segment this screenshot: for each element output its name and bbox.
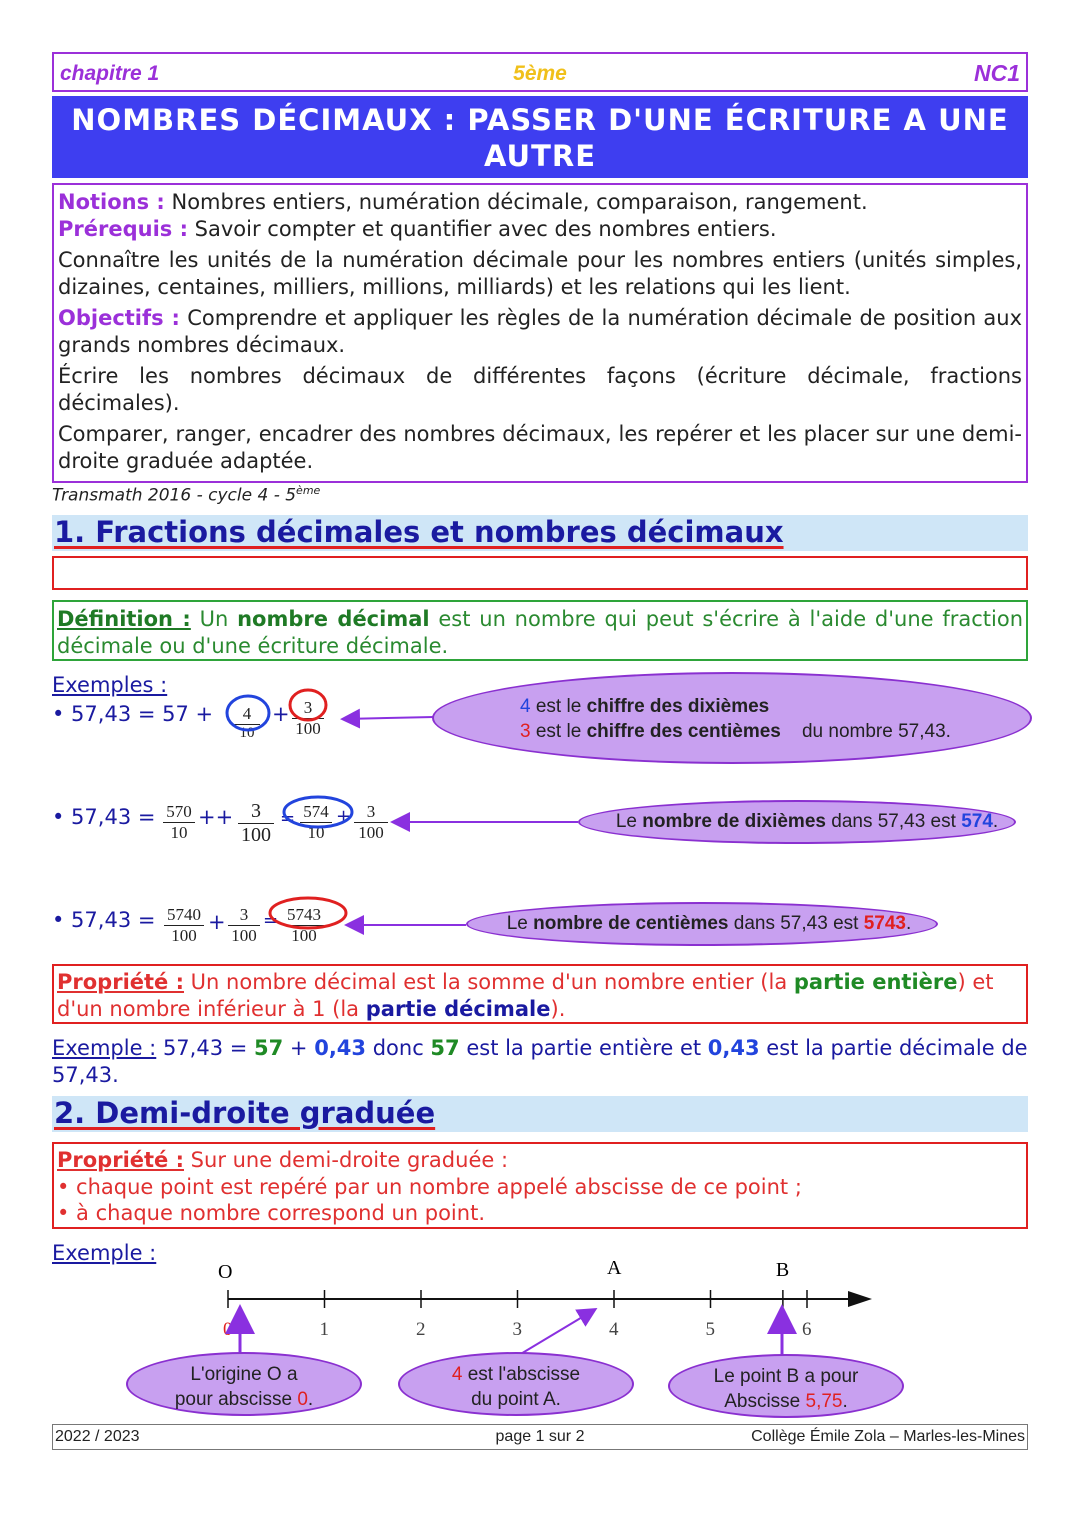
arrow-a	[514, 1310, 594, 1358]
prereq-text: Savoir compter et quantifier avec des nombres entiers.	[187, 216, 777, 241]
example-3-frac-1: $\frac{5740}{100}$	[164, 905, 204, 946]
property-1-box: Propriété : Un nombre décimal est la somme d'un nombre entier (la partie entière) et d'un nombre inférieur à 1 (la partie décimale).	[52, 964, 1028, 1024]
centiemes-bubble: Le nombre de centièmes dans 57,43 est 5743.	[466, 902, 938, 946]
property-1-label: Propriété :	[57, 970, 184, 994]
source-reference: Transmath 2016 - cycle 4 - 5ème	[52, 484, 321, 506]
origin-bubble: L'origine O a pour abscisse 0.	[126, 1352, 362, 1416]
point-b-label: B	[775, 1259, 790, 1281]
footer-page: page 1 sur 2	[495, 1428, 585, 1445]
definition-term: nombre décimal	[237, 607, 430, 631]
point-a-bubble: 4 est l'abscisse du point A.	[398, 1352, 634, 1416]
level-label: 5ème	[513, 62, 567, 85]
example-3-lhs: • 57,43 =	[52, 908, 156, 932]
example-sentence: Exemple : 57,43 = 57 + 0,43 donc 57 est la partie entière et 0,43 est la partie décimale de 57,43.	[52, 1036, 1028, 1087]
prereq-text-2: Connaître les unités de la numération décimale pour les nombres entiers (unités simples, dizaines, centaines, milliers, millions, milliards) et les relations qui les lient.	[58, 248, 1022, 299]
point-b-bubble: Le point B a pour Abscisse 5,75.	[668, 1354, 904, 1418]
example-2-frac-3: $\frac{574}{10}$	[300, 802, 332, 843]
arrow-1	[344, 717, 434, 719]
examples-label: Exemples :	[52, 673, 168, 697]
digits-bubble: 4 est le chiffre des dixièmes 3 est le chiffre des centièmes du nombre 57,43.	[432, 672, 1032, 764]
example-2-frac-2: $\frac{3}{100}$	[238, 800, 274, 847]
point-a-label: A	[607, 1257, 622, 1279]
axis-tick-label: 5	[705, 1319, 715, 1340]
code-label: NC1	[973, 60, 1020, 86]
property-2-box: Propriété : Sur une demi-droite graduée : • chaque point est repéré par un nombre appelé abscisse de ce point ; • à chaque nombre correspond un point.	[52, 1142, 1028, 1229]
chapter-label: chapitre 1	[60, 62, 160, 85]
example-3-eq: =	[263, 910, 279, 931]
definition-box: Définition : Un nombre décimal est un nombre qui peut s'écrire à l'aide d'une fraction décimale ou d'une écriture décimale.	[52, 600, 1028, 661]
example-1-lhs: • 57,43 = 57 +	[52, 702, 214, 726]
axis-tick-label: 3	[512, 1319, 522, 1340]
objectifs-text-2: Écrire les nombres décimaux de différentes façons (écriture décimale, fractions décimales).	[58, 364, 1022, 415]
axis-example-label: Exemple :	[52, 1241, 157, 1265]
axis-arrow	[848, 1291, 872, 1307]
section-2-title: 2. Demi-droite graduée	[54, 1096, 436, 1130]
dixiemes-circle	[284, 797, 352, 827]
example-1-plus: +	[272, 702, 290, 726]
section-2-band	[52, 1096, 1028, 1132]
origin-label: O	[218, 1261, 233, 1283]
example-label: Exemple :	[52, 1036, 157, 1060]
example-2-frac-4: $\frac{3}{100}$	[354, 802, 388, 843]
axis-tick-label: 6	[802, 1319, 812, 1340]
example-1-frac-2: $\frac{3}{100}$	[292, 698, 324, 739]
property-2-label: Propriété :	[57, 1148, 184, 1172]
hundredths-digit-circle	[290, 690, 326, 720]
notions-text: Nombres entiers, numération décimale, comparaison, rangement.	[164, 190, 868, 214]
dixiemes-bubble: Le nombre de dixièmes dans 57,43 est 574.	[578, 800, 1016, 844]
axis-tick-label: 1	[319, 1319, 329, 1340]
centiemes-circle	[270, 898, 346, 928]
example-3-plus: +	[208, 910, 226, 934]
example-3-frac-2: $\frac{3}{100}$	[228, 905, 260, 946]
objectifs-label: Objectifs :	[58, 306, 180, 330]
objectifs-text-3: Comparer, ranger, encadrer des nombres décimaux, les repérer et les placer sur une demi-droite graduée adaptée.	[58, 422, 1022, 473]
example-2-frac-1: $\frac{570}{10}$	[163, 802, 195, 843]
axis-tick-label: 2	[416, 1319, 426, 1340]
footer-school: Collège Émile Zola – Marles-les-Mines	[751, 1428, 1025, 1445]
page-title-line2: AUTRE	[483, 139, 597, 173]
prereq-label: Prérequis :	[58, 216, 188, 241]
page-footer	[52, 1424, 1028, 1450]
page-title-line1: NOMBRES DÉCIMAUX : PASSER D'UNE ÉCRITURE A UNE	[71, 103, 1009, 137]
definition-label: Définition :	[57, 607, 191, 631]
example-3-frac-3: $\frac{5743}{100}$	[284, 905, 324, 946]
example-1-frac-1: $\frac{4}{10}$	[234, 704, 260, 742]
example-2-eq: =	[280, 808, 296, 829]
footer-year: 2022 / 2023	[55, 1428, 140, 1445]
tenths-digit-circle	[227, 696, 269, 730]
example-2-plus: ++	[198, 805, 234, 829]
objectifs-text: Comprendre et appliquer les règles de la numération décimale de position aux grands nombres décimaux.	[58, 306, 1022, 357]
example-2-lhs: • 57,43 =	[52, 805, 156, 829]
section-1-title: 1. Fractions décimales et nombres décimaux	[54, 515, 784, 549]
notions-label: Notions :	[58, 190, 165, 214]
example-2-plus-2: +	[336, 806, 352, 827]
axis-tick-label: 4	[609, 1319, 619, 1340]
axis-tick-label: 0	[223, 1319, 233, 1340]
